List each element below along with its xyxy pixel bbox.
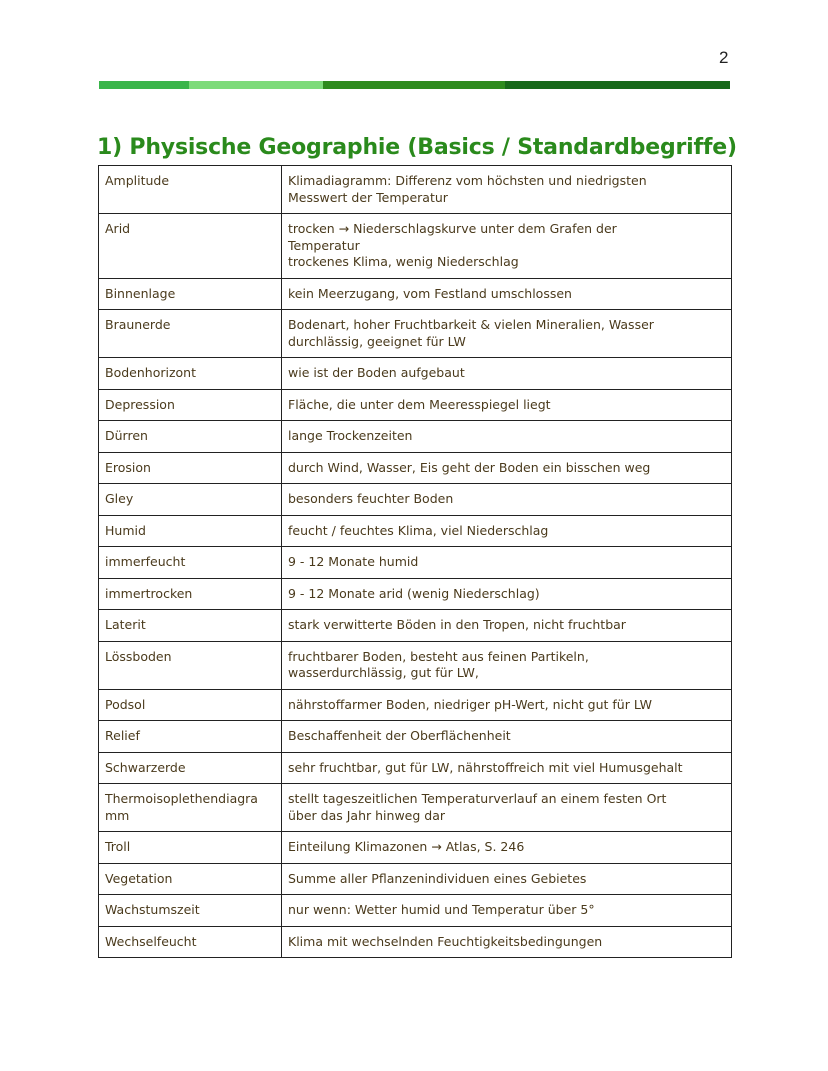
definition-cell: [282, 784, 732, 832]
term-cell: [99, 721, 282, 753]
definition-cell: [282, 689, 732, 721]
term-text: Wechselfeucht: [105, 933, 197, 949]
definition-text: stellt tageszeitlichen Temperaturverlauf an einem festen Ort: [288, 791, 667, 806]
term-text: Dürren: [105, 428, 148, 443]
term-cell: [99, 484, 282, 516]
term-text: Vegetation: [105, 870, 173, 886]
term-cell: [99, 358, 282, 390]
definition-text: besonders feuchter Boden: [288, 491, 454, 506]
glossary-table: [98, 165, 732, 958]
definition-text: 9 - 12 Monate arid (wenig Niederschlag): [288, 585, 540, 601]
definition-text: fruchtbarer Boden, besteht aus feinen Partikeln,: [288, 648, 589, 664]
term-text: Relief: [105, 728, 140, 743]
definition-cell: [282, 926, 732, 958]
term-cell: [99, 641, 282, 689]
definition-text: Messwert der Temperatur: [288, 189, 448, 205]
table-row: [99, 863, 732, 895]
term-text: Podsol: [105, 696, 146, 712]
definition-text: nährstoffarmer Boden, niedriger pH-Wert, nicht gut für LW: [288, 696, 653, 712]
table-row: [99, 278, 732, 310]
definition-text: durch Wind, Wasser, Eis geht der Boden ein bisschen weg: [288, 459, 651, 475]
definition-text: 9 - 12 Monate humid: [288, 554, 419, 569]
term-text: Laterit: [105, 617, 146, 632]
term-cell: [99, 278, 282, 310]
term-text: Humid: [105, 522, 146, 538]
term-cell: [99, 214, 282, 279]
definition-text: trockenes Klima, wenig Niederschlag: [288, 254, 519, 269]
definition-text: feucht / feuchtes Klima, viel Niederschlag: [288, 522, 549, 538]
term-cell: [99, 926, 282, 958]
definition-text: Summe aller Pflanzenindividuen eines Gebietes: [288, 870, 587, 886]
definition-text: Fläche, die unter dem Meeresspiegel liegt: [288, 396, 551, 412]
term-text: Amplitude: [105, 173, 170, 188]
term-cell: [99, 389, 282, 421]
definition-text: Klimadiagramm: Differenz vom höchsten und niedrigsten: [288, 173, 647, 188]
table-row: [99, 578, 732, 610]
term-text: Bodenhorizont: [105, 365, 196, 380]
term-text: Arid: [105, 221, 131, 236]
definition-cell: [282, 895, 732, 927]
term-text: Braunerde: [105, 317, 171, 332]
color-bar-segment: [99, 81, 189, 89]
definition-text: über das Jahr hinweg dar: [288, 807, 445, 823]
term-text: Troll: [105, 839, 131, 854]
term-cell: [99, 421, 282, 453]
table-row: [99, 358, 732, 390]
table-row: [99, 610, 732, 642]
definition-text: lange Trockenzeiten: [288, 428, 413, 443]
definition-cell: [282, 214, 732, 279]
table-row: [99, 895, 732, 927]
table-row: [99, 515, 732, 547]
definition-cell: [282, 721, 732, 753]
definition-text: wasserdurchlässig, gut für LW,: [288, 665, 479, 680]
definition-cell: [282, 863, 732, 895]
page-number: 2: [719, 48, 729, 67]
definition-text: nur wenn: Wetter humid und Temperatur über 5°: [288, 902, 595, 917]
table-row: [99, 752, 732, 784]
term-text: Lössboden: [105, 648, 172, 664]
definition-text: wie ist der Boden aufgebaut: [288, 365, 465, 380]
term-cell: [99, 863, 282, 895]
term-cell: [99, 310, 282, 358]
color-bar-segment: [505, 81, 730, 89]
definition-text: durchlässig, geeignet für LW: [288, 333, 466, 349]
term-cell: [99, 784, 282, 832]
table-row: [99, 721, 732, 753]
term-text: Wachstumszeit: [105, 902, 200, 917]
definition-text: trocken → Niederschlagskurve unter dem Grafen der: [288, 221, 617, 236]
table-row: [99, 484, 732, 516]
definition-cell: [282, 547, 732, 579]
definition-cell: [282, 832, 732, 864]
term-cell: [99, 689, 282, 721]
term-text: Depression: [105, 396, 175, 412]
table-row: [99, 166, 732, 214]
term-text: immerfeucht: [105, 554, 186, 569]
definition-cell: [282, 310, 732, 358]
table-row: [99, 784, 732, 832]
definition-cell: [282, 484, 732, 516]
term-text: mm: [105, 807, 130, 823]
definition-cell: [282, 166, 732, 214]
term-text: Gley: [105, 491, 134, 506]
definition-cell: [282, 752, 732, 784]
definition-cell: [282, 421, 732, 453]
definition-text: Temperatur: [288, 237, 360, 253]
table-row: [99, 310, 732, 358]
header-color-bar: [99, 81, 730, 89]
definition-text: sehr fruchtbar, gut für LW, nährstoffreich mit viel Humusgehalt: [288, 759, 683, 775]
definition-cell: [282, 578, 732, 610]
table-row: [99, 421, 732, 453]
definition-cell: [282, 641, 732, 689]
term-text: Schwarzerde: [105, 759, 186, 775]
section-title: 1) Physische Geographie (Basics / Standardbegriffe): [97, 135, 737, 160]
table-row: [99, 832, 732, 864]
term-cell: [99, 610, 282, 642]
definition-cell: [282, 452, 732, 484]
definition-text: Bodenart, hoher Fruchtbarkeit & vielen Mineralien, Wasser: [288, 317, 654, 332]
definition-text: stark verwitterte Böden in den Tropen, nicht fruchtbar: [288, 617, 626, 632]
definition-cell: [282, 358, 732, 390]
definition-text: kein Meerzugang, vom Festland umschlossen: [288, 285, 572, 301]
color-bar-segment: [323, 81, 505, 89]
table-row: [99, 389, 732, 421]
glossary-table-body: [99, 166, 732, 958]
table-row: [99, 452, 732, 484]
term-text: immertrocken: [105, 585, 193, 601]
term-text: Thermoisoplethendiagra: [105, 791, 258, 806]
term-cell: [99, 752, 282, 784]
term-cell: [99, 166, 282, 214]
table-row: [99, 641, 732, 689]
definition-text: Beschaffenheit der Oberflächenheit: [288, 728, 511, 743]
definition-cell: [282, 610, 732, 642]
term-cell: [99, 547, 282, 579]
term-cell: [99, 515, 282, 547]
color-bar-segment: [189, 81, 323, 89]
table-row: [99, 926, 732, 958]
table-row: [99, 547, 732, 579]
term-text: Binnenlage: [105, 285, 176, 301]
definition-text: Klima mit wechselnden Feuchtigkeitsbedingungen: [288, 933, 603, 949]
term-text: Erosion: [105, 459, 151, 475]
definition-cell: [282, 515, 732, 547]
term-cell: [99, 832, 282, 864]
definition-cell: [282, 278, 732, 310]
term-cell: [99, 452, 282, 484]
table-row: [99, 689, 732, 721]
definition-text: Einteilung Klimazonen → Atlas, S. 246: [288, 839, 525, 854]
term-cell: [99, 895, 282, 927]
table-row: [99, 214, 732, 279]
term-cell: [99, 578, 282, 610]
definition-cell: [282, 389, 732, 421]
